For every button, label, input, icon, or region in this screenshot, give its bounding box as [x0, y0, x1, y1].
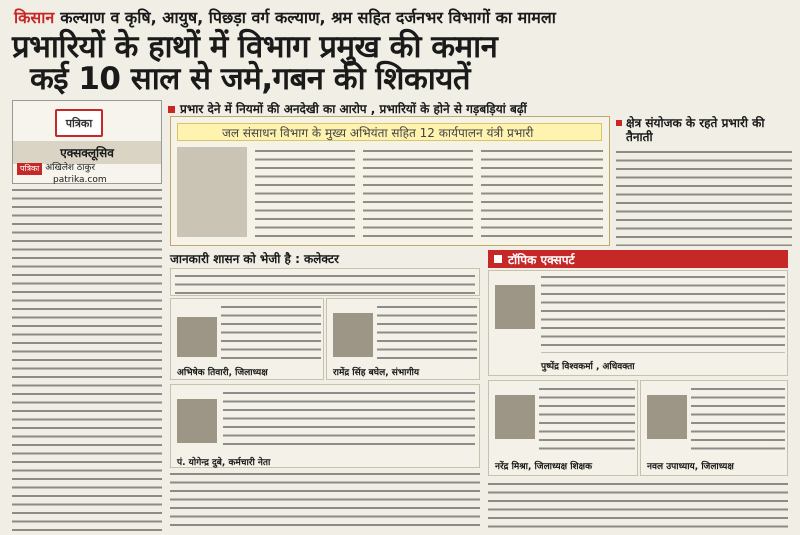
kicker — [14, 6, 556, 28]
topic-expert-title — [488, 250, 788, 268]
patrika-logo: पत्रिका — [55, 109, 103, 137]
topic-expert-text: टॉपिक एक्सपर्ट — [508, 252, 575, 267]
right-top-article — [616, 116, 792, 246]
collector-text — [170, 268, 480, 296]
headline-line-1: प्रभारियों के हाथों में विभाग प्रमुख की कमान — [12, 29, 498, 65]
person-photo — [177, 399, 217, 443]
subheadline — [168, 100, 527, 117]
expert-card-2 — [488, 380, 638, 476]
box-text-col-2 — [363, 147, 473, 242]
quote-card-6 — [170, 384, 480, 468]
exclusive-box — [12, 100, 162, 184]
bullet-icon — [494, 255, 502, 263]
right-top-title: क्षेत्र संयोजक के रहते प्रभारी की तैनाती — [616, 116, 792, 144]
bottom-left-text — [170, 470, 480, 532]
box-photo — [177, 147, 247, 242]
byline-tag: पत्रिका — [17, 163, 42, 175]
person-photo — [495, 285, 535, 329]
left-article-body — [12, 186, 162, 531]
person-photo — [177, 317, 217, 357]
box-title: जल संसाधन विभाग के मुख्य अभियंता सहित 12 कार्यपालन यंत्री प्रभारी — [177, 123, 602, 141]
person-photo — [495, 395, 535, 439]
box-text-col-3 — [481, 147, 603, 242]
caption-2: रामेंद्र सिंह बघेल, संभागीय — [333, 368, 420, 378]
kicker-red: किसान — [14, 8, 55, 27]
author-name: अखिलेश ठाकुर — [45, 163, 96, 173]
water-resources-box — [170, 116, 610, 246]
bottom-right-text — [488, 480, 788, 532]
expert-card-3 — [640, 380, 788, 476]
caption-1: अभिषेक तिवारी, जिलाध्यक्ष — [177, 368, 268, 378]
person-photo — [647, 395, 687, 439]
collector-section-title: जानकारी शासन को भेजी है : कलेक्टर — [170, 250, 480, 271]
exclusive-label: एक्सक्लूसिव — [13, 141, 161, 164]
quote-card-2 — [326, 298, 480, 380]
byline — [17, 163, 107, 185]
right-top-body — [616, 148, 792, 246]
caption-4: नरेंद्र मिश्रा, जिलाध्यक्ष शिक्षक — [495, 462, 593, 472]
site-name: patrika.com — [53, 175, 107, 185]
caption-5: नवल उपाध्याय, जिलाध्यक्ष — [647, 462, 734, 472]
subheadline-text: प्रभार देने में नियमों की अनदेखी का आरोप , प्रभारियों के होने से गड़बड़ियां बढ़ीं — [180, 102, 527, 116]
box-text-col-1 — [255, 147, 355, 242]
expert-card-1 — [488, 270, 788, 376]
person-photo — [333, 313, 373, 357]
quote-card-1 — [170, 298, 324, 380]
caption-3: पुष्पेंद्र विश्वकर्मा , अधिवक्ता — [541, 362, 635, 372]
headline-line-2: कई 10 साल से जमे,गबन की शिकायतें — [30, 61, 470, 97]
kicker-text: कल्याण व कृषि, आयुष, पिछड़ा वर्ग कल्याण, श्रम सहित दर्जनभर विभागों का मामला — [60, 8, 556, 27]
caption-6: पं. योगेन्द्र दुबे, कर्मचारी नेता — [177, 458, 271, 468]
bullet-icon — [168, 106, 175, 113]
